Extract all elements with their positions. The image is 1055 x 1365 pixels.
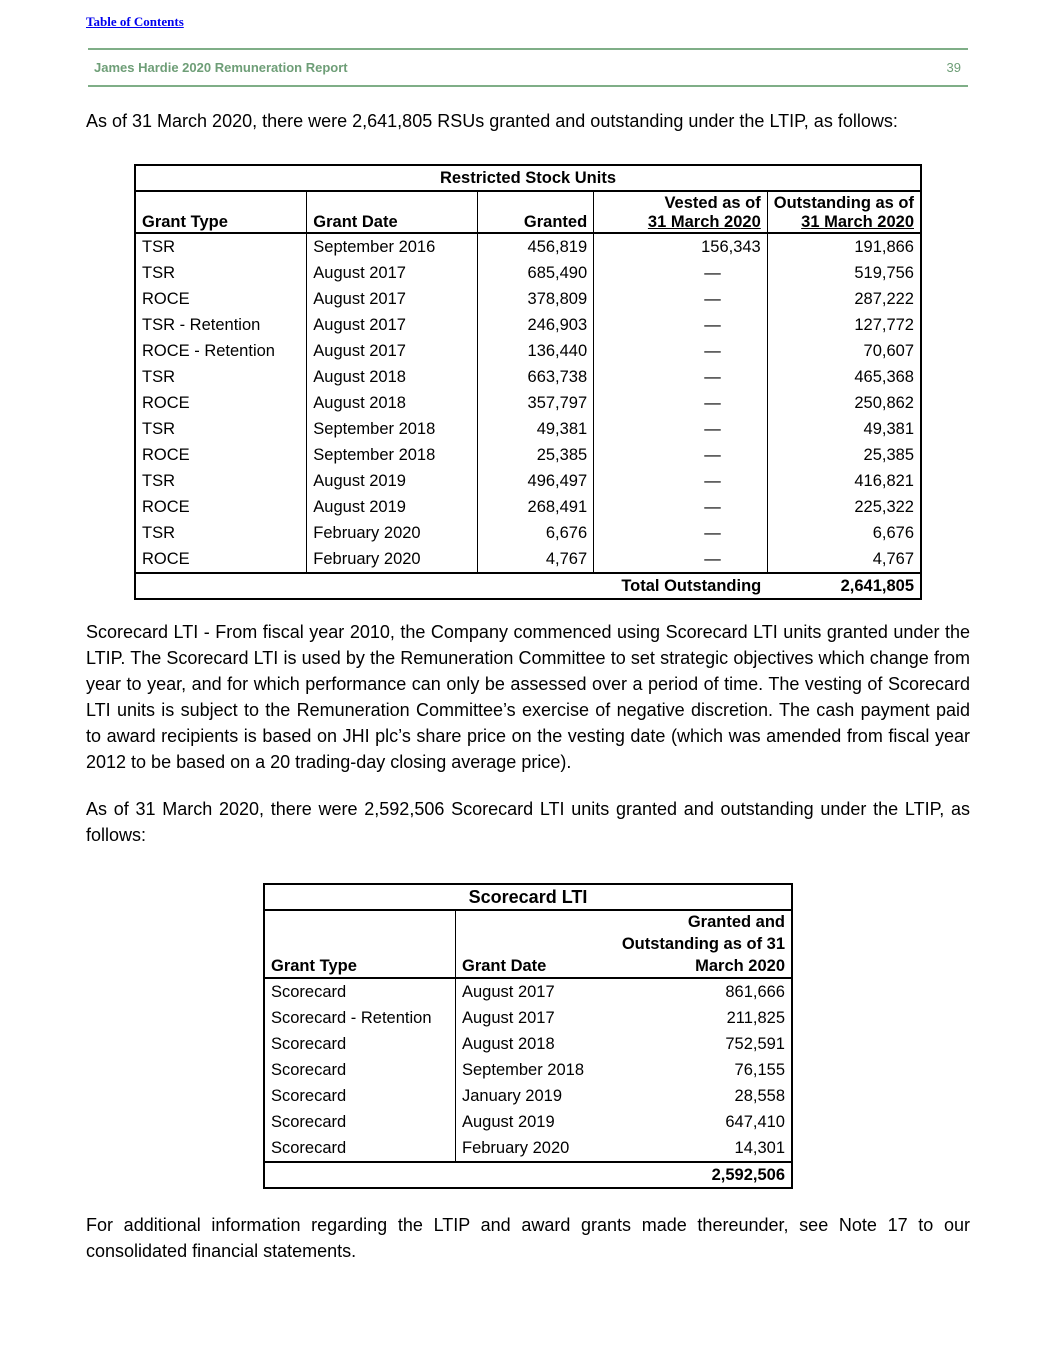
granted-outstanding-cell: 211,825	[726, 1008, 785, 1027]
outstanding-cell: 25,385	[767, 442, 921, 468]
vested-cell: —	[594, 286, 768, 312]
vested-cell: —	[594, 338, 768, 364]
vested-cell: —	[594, 312, 768, 338]
grant-date-cell: August 2017	[307, 260, 478, 286]
vested-cell: —	[594, 546, 768, 573]
outstanding-cell: 225,322	[767, 494, 921, 520]
grant-date-cell: August 2017	[307, 312, 478, 338]
grant-type-cell: TSR	[142, 263, 175, 282]
scorecard-lti-table	[263, 883, 793, 1189]
outstanding-cell: 519,756	[767, 260, 921, 286]
vested-cell: —	[594, 494, 768, 520]
rsu-table-caption: Restricted Stock Units	[135, 165, 921, 191]
grant-date-cell: September 2018	[456, 1057, 609, 1083]
granted-cell: 357,797	[477, 390, 593, 416]
table-row	[135, 286, 921, 312]
table-row	[264, 978, 792, 1005]
grant-date-cell: August 2017	[307, 286, 478, 312]
table-row	[135, 233, 921, 260]
grant-type-cell: ROCE	[142, 549, 190, 568]
table-row	[135, 390, 921, 416]
table-row	[135, 546, 921, 573]
grant-type-cell: ROCE	[142, 393, 190, 412]
grant-date-cell: August 2018	[307, 390, 478, 416]
grant-date-cell: February 2020	[307, 520, 478, 546]
outstanding-cell: 49,381	[767, 416, 921, 442]
granted-outstanding-cell: 28,558	[734, 1086, 785, 1105]
vested-cell: —	[594, 390, 768, 416]
table-row	[264, 1109, 792, 1135]
grant-type-cell: ROCE	[142, 497, 190, 516]
grant-date-cell: August 2019	[456, 1109, 609, 1135]
grant-type-cell: ROCE	[142, 289, 190, 308]
grant-type-cell: ROCE	[142, 445, 190, 464]
granted-cell: 496,497	[477, 468, 593, 494]
grant-date-cell: August 2017	[456, 1005, 609, 1031]
outstanding-cell: 465,368	[767, 364, 921, 390]
table-row	[135, 494, 921, 520]
granted-cell: 663,738	[477, 364, 593, 390]
grant-type-cell: TSR	[142, 367, 175, 386]
outstanding-cell: 191,866	[767, 233, 921, 260]
vested-cell: —	[594, 260, 768, 286]
grant-date-cell: September 2018	[307, 416, 478, 442]
col-granted-outstanding: Granted and Outstanding as of 31 March 2020	[608, 910, 792, 978]
table-row	[264, 1083, 792, 1109]
col-granted: Granted	[477, 191, 593, 233]
rsu-table	[134, 164, 922, 600]
granted-cell: 25,385	[477, 442, 593, 468]
lti-table-caption: Scorecard LTI	[264, 884, 792, 910]
granted-outstanding-cell: 647,410	[725, 1112, 785, 1131]
grant-date-cell: August 2018	[307, 364, 478, 390]
outstanding-cell: 6,676	[767, 520, 921, 546]
outstanding-cell: 127,772	[767, 312, 921, 338]
total-spacer	[135, 573, 594, 599]
granted-cell: 136,440	[477, 338, 593, 364]
granted-cell: 456,819	[477, 233, 593, 260]
outstanding-cell: 416,821	[767, 468, 921, 494]
grant-date-cell: August 2018	[456, 1031, 609, 1057]
table-row	[264, 1031, 792, 1057]
table-row	[135, 416, 921, 442]
grant-date-cell: January 2019	[456, 1083, 609, 1109]
table-row	[264, 1135, 792, 1162]
vested-cell: —	[594, 520, 768, 546]
grant-type-cell: Scorecard	[271, 1034, 347, 1053]
table-of-contents-link[interactable]: Table of Contents	[86, 14, 184, 29]
total-outstanding-label: Total Outstanding	[594, 573, 768, 599]
vested-cell: —	[594, 468, 768, 494]
grant-type-cell: ROCE - Retention	[142, 341, 275, 360]
granted-cell: 4,767	[477, 546, 593, 573]
table-row	[264, 1005, 792, 1031]
grant-type-cell: TSR	[142, 237, 175, 256]
total-spacer	[264, 1162, 608, 1188]
outstanding-cell: 250,862	[767, 390, 921, 416]
total-outstanding-value: 2,641,805	[767, 573, 921, 599]
outstanding-cell: 287,222	[767, 286, 921, 312]
granted-cell: 6,676	[477, 520, 593, 546]
scorecard-paragraph: Scorecard LTI - From fiscal year 2010, the Company commenced using Scorecard LTI units granted under the LTIP. The Scorecard LTI is used by the Remuneration Committee to set strategic objectives which change from year to year, and for which performance can only be assessed over a period of time. The vesting of Scorecard LTI units is subject to the Remuneration Committee’s exercise of negative discretion. The cash payment paid to award recipients is based on JHI plc’s share price on the vesting date (which was amended from fiscal year 2012 to be based on a 20 trading-day closing average price).	[86, 622, 970, 772]
col-vested: Vested as of 31 March 2020	[594, 191, 768, 233]
grant-type-cell: Scorecard	[271, 1060, 347, 1079]
granted-outstanding-cell: 752,591	[725, 1034, 785, 1053]
table-row	[135, 312, 921, 338]
granted-cell: 268,491	[477, 494, 593, 520]
table-row	[135, 442, 921, 468]
grant-date-cell: September 2018	[307, 442, 478, 468]
outstanding-cell: 70,607	[767, 338, 921, 364]
granted-cell: 246,903	[477, 312, 593, 338]
grant-date-cell: February 2020	[456, 1135, 609, 1162]
col-grant-date: Grant Date	[307, 191, 478, 233]
col-outstanding: Outstanding as of 31 March 2020	[767, 191, 921, 233]
table-row	[135, 364, 921, 390]
col-grant-type: Grant Type	[264, 910, 456, 978]
vested-cell: —	[594, 416, 768, 442]
granted-outstanding-cell: 76,155	[734, 1060, 785, 1079]
grant-type-cell: TSR	[142, 471, 175, 490]
col-grant-type: Grant Type	[135, 191, 307, 233]
header-divider-bottom	[88, 85, 968, 87]
grant-date-cell: August 2017	[307, 338, 478, 364]
lti-total-value: 2,592,506	[608, 1162, 792, 1188]
table-row	[264, 1057, 792, 1083]
granted-cell: 685,490	[477, 260, 593, 286]
vested-cell: —	[594, 442, 768, 468]
grant-type-cell: Scorecard	[271, 1112, 347, 1131]
granted-outstanding-cell: 14,301	[734, 1138, 785, 1157]
grant-type-cell: Scorecard	[271, 1138, 347, 1157]
closing-text: For additional information regarding the LTIP and award grants made thereunder, see Note 17 to our consolidated financial statements.	[86, 1215, 970, 1261]
grant-type-cell: Scorecard	[271, 982, 347, 1001]
grant-date-cell: August 2019	[307, 468, 478, 494]
grant-type-cell: TSR - Retention	[142, 315, 261, 334]
grant-date-cell: February 2020	[307, 546, 478, 573]
grant-date-cell: September 2016	[307, 233, 478, 260]
table-row	[135, 468, 921, 494]
col-grant-date: Grant Date	[456, 910, 609, 978]
grant-date-cell: August 2017	[456, 978, 609, 1005]
table-row	[135, 338, 921, 364]
granted-cell: 378,809	[477, 286, 593, 312]
grant-type-cell: TSR	[142, 523, 175, 542]
table-row	[135, 260, 921, 286]
grant-date-cell: August 2019	[307, 494, 478, 520]
header-divider-top	[88, 48, 968, 50]
vested-cell: 156,343	[594, 233, 768, 260]
grant-type-cell: Scorecard	[271, 1086, 347, 1105]
vested-cell: —	[594, 364, 768, 390]
granted-outstanding-cell: 861,666	[725, 982, 785, 1001]
page-number: 39	[946, 60, 961, 75]
grant-type-cell: TSR	[142, 419, 175, 438]
report-title: James Hardie 2020 Remuneration Report	[94, 60, 348, 75]
scorecard-intro-text: As of 31 March 2020, there were 2,592,506 Scorecard LTI units granted and outstanding under the LTIP, as follows:	[86, 799, 970, 845]
rsu-intro-text: As of 31 March 2020, there were 2,641,805 RSUs granted and outstanding under the LTIP, as follows:	[86, 111, 898, 131]
table-row	[135, 520, 921, 546]
grant-type-cell: Scorecard - Retention	[271, 1008, 432, 1027]
outstanding-cell: 4,767	[767, 546, 921, 573]
granted-cell: 49,381	[477, 416, 593, 442]
